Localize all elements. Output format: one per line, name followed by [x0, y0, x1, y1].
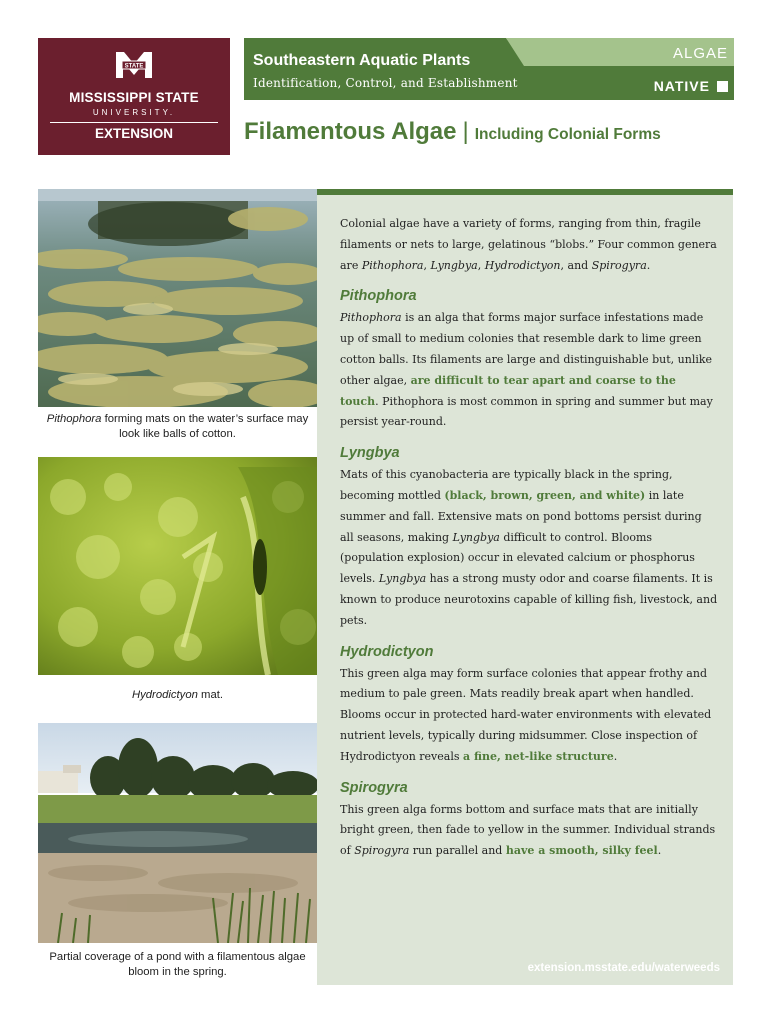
caption-text: forming mats on the water’s surface may look like balls of cotton.: [101, 413, 309, 440]
genus-name: Lyngbya: [452, 530, 500, 544]
article-body: [340, 214, 718, 862]
genus-name: Lyngbya: [378, 572, 427, 586]
square-icon: [717, 81, 728, 92]
section-heading-pithophora: Pithophora: [340, 288, 417, 305]
photo-pithophora: [38, 189, 317, 407]
caption-genus: Hydrodictyon: [131, 689, 198, 701]
status-badge: [654, 78, 728, 94]
highlight-text: a fine, net-like structure: [463, 749, 614, 763]
intro-text: Colonial algae have a variety of forms, ranging from thin, fragile filaments or nets to large, gelatinous “blobs.” Four common genera are: [340, 217, 717, 272]
pond-mats-image: [38, 189, 317, 407]
page-title-subtitle: Including Colonial Forms: [474, 126, 661, 143]
series-title: Southeastern Aquatic Plants: [253, 52, 471, 69]
section-text-hydrodictyon: [340, 664, 718, 768]
msu-m-emblem-icon: [114, 50, 154, 80]
highlight-text: are difficult to tear apart and coarse to the touch: [340, 373, 676, 408]
genus-name: Pithophora: [361, 258, 424, 272]
pond-landscape-image: [38, 723, 317, 943]
section-text-pithophora: [340, 308, 718, 433]
body-text: .: [657, 844, 662, 858]
section-text-spirogyra: [340, 800, 718, 862]
page-title-separator: |: [462, 118, 469, 145]
intro-text: .: [646, 258, 651, 272]
highlight-text: (black, brown, green, and white): [444, 488, 646, 502]
caption-genus: Pithophora: [46, 413, 102, 425]
msu-extension-logo[interactable]: [38, 38, 230, 155]
caption-pithophora: [38, 412, 317, 442]
genus-name: Hydrodictyon: [484, 258, 561, 272]
body-text: has a strong musty odor and coarse filaments. It is known to produce neurotoxins capable of killing fish, livestock, and pets.: [340, 572, 718, 627]
section-text-lyngbya: [340, 465, 718, 631]
section-heading-hydrodictyon: Hydrodictyon: [340, 643, 434, 660]
body-text: This green alga may form surface colonies that appear frothy and medium to pale green. Mats readily break apart when handled. Blooms occur in protected hard-water environments with elevated nutrient levels, typically during midsummer. Close inspection of Hydrodictyon reveals: [340, 666, 712, 763]
body-text: run parallel and: [409, 844, 506, 858]
body-text: . Pithophora is most common in spring and summer but may persist year-round.: [340, 394, 713, 429]
photo-pond-coverage: [38, 723, 317, 943]
intro-text: ,: [477, 258, 485, 272]
genus-name: Lyngbya: [430, 258, 478, 272]
category-label: ALGAE: [672, 45, 728, 62]
page-title-main: Filamentous Algae: [244, 118, 457, 145]
genus-name: Spirogyra: [591, 258, 647, 272]
intro-text: , and: [560, 258, 592, 272]
body-text: Mats of this cyanobacteria are typically black in the spring, becoming mottled: [340, 468, 673, 502]
footer-url-link[interactable]: extension.msstate.edu/waterweeds: [527, 962, 720, 974]
intro-text: ,: [423, 258, 431, 272]
logo-divider: [50, 122, 218, 123]
hydrodictyon-mat-image: [38, 457, 317, 675]
caption-text: mat.: [197, 689, 224, 701]
body-text: difficult to control. Blooms (population explosion) occur in elevated calcium or phosphorus levels.: [340, 530, 695, 586]
body-text: in late summer and fall. Extensive mats on pond bottoms persist during all seasons, making: [340, 488, 702, 544]
body-text: is an alga that forms major surface infestations made up of small to medium colonies that resemble dark to lime green cotton balls. Its filaments are large and distinguishable but, unlike other algae,: [340, 311, 713, 387]
logo-university-label: UNIVERSITY.: [92, 108, 176, 117]
logo-extension-label: EXTENSION: [94, 126, 173, 141]
genus-name: Spirogyra: [354, 844, 410, 858]
genus-name: Pithophora: [340, 311, 402, 325]
section-heading-spirogyra: Spirogyra: [340, 779, 408, 796]
intro-paragraph: [340, 214, 718, 276]
page-title: [244, 118, 661, 146]
status-label: NATIVE: [653, 78, 710, 94]
section-heading-lyngbya: Lyngbya: [340, 445, 400, 462]
caption-pond-coverage: Partial coverage of a pond with a filamentous algae bloom in the spring.: [49, 951, 306, 978]
highlight-text: have a smooth, silky feel: [505, 844, 658, 858]
body-text: .: [613, 749, 618, 763]
body-text: This green alga forms bottom and surface mats that are initially bright green, then fade to yellow in the summer. Individual strands of: [340, 802, 716, 858]
logo-badge-text: STATE: [124, 63, 144, 70]
logo-university-name: MISSISSIPPI STATE: [69, 90, 199, 105]
series-subtitle: Identification, Control, and Establishment: [253, 76, 518, 90]
caption-hydrodictyon: [38, 688, 317, 703]
photo-hydrodictyon: [38, 457, 317, 675]
